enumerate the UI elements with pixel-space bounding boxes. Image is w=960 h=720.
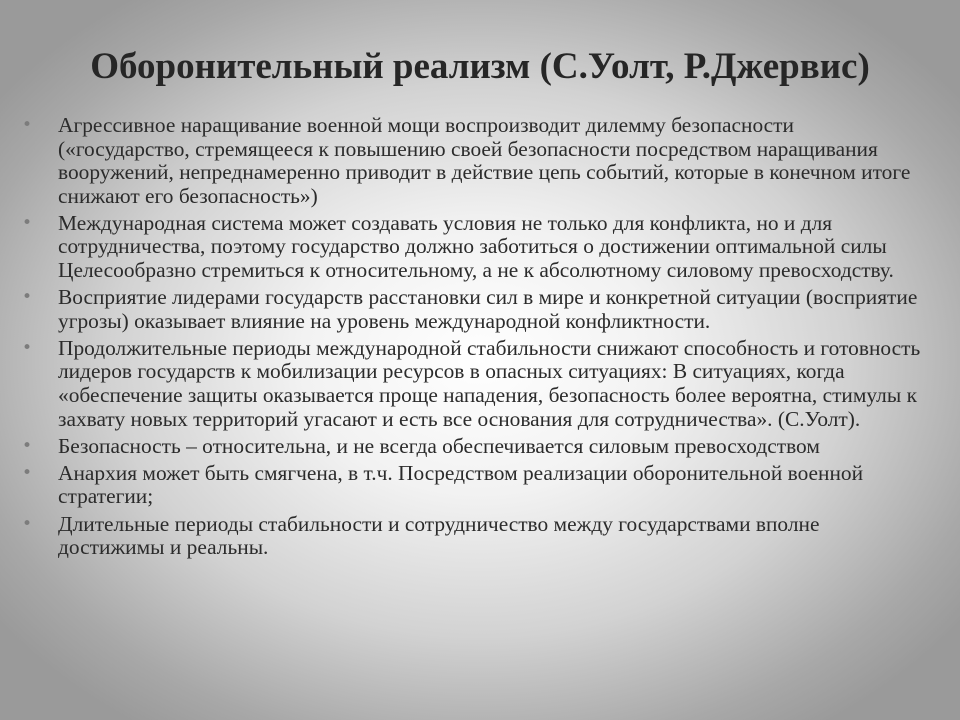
bullet-item (21, 433, 928, 459)
bullet-item (21, 511, 928, 560)
bullet-item (21, 335, 928, 431)
bullet-text: Анархия может быть смягчена, в т.ч. Посредством реализации оборонительной военной стратегии; (58, 460, 864, 509)
bullet-text: Восприятие лидерами государств расстановки сил в мире и конкретной ситуации (восприятие угрозы) оказывает влияние на уровень международной конфликтности. (58, 285, 918, 333)
slide-title: Оборонительный реализм (С.Уолт, Р.Джервис) (90, 46, 870, 87)
bullet-marker: • (21, 462, 33, 483)
bullet-marker: • (21, 337, 33, 358)
bullet-marker: • (21, 212, 33, 233)
bullet-text: Безопасность – относительна, и не всегда обеспечивается силовым превосходством (58, 433, 820, 458)
bullet-item (21, 210, 928, 283)
bullet-text: Агрессивное наращивание военной мощи воспроизводит дилемму безопасности («государство, стремящееся к повышению своей безопасности посредством наращивания вооружений, непреднамеренно приводит в действие цепь событий, которые в конечном итоге снижают его безопасность») (58, 113, 911, 208)
bullet-marker: • (21, 287, 33, 308)
bullet-text: Продолжительные периоды международной стабильности снижают способность и готовность лидеров государств к мобилизации ресурсов в опасных ситуациях: В ситуациях, когда «обеспечение защиты оказывается проще нападения, безопасность более вероятна, стимулы к захвату новых территорий угасают и есть все основания для сотрудничества». (С.Уолт). (58, 335, 921, 431)
bullet-item (21, 113, 928, 208)
bullet-marker: • (21, 435, 33, 456)
bullet-text: Международная система может создавать условия не только для конфликта, но и для сотрудничества, поэтому государство должно заботиться о достижении оптимальной силы Целесообразно стремиться к относительному, а не к абсолютному силовому превосходству. (58, 210, 894, 283)
bullet-item (21, 460, 928, 509)
bullet-list (21, 113, 928, 563)
bullet-text: Длительные периоды стабильности и сотрудничество между государствами вполне достижимы и реальны. (58, 511, 820, 560)
bullet-item (21, 285, 928, 333)
bullet-marker: • (21, 115, 33, 135)
bullet-marker: • (21, 513, 33, 534)
